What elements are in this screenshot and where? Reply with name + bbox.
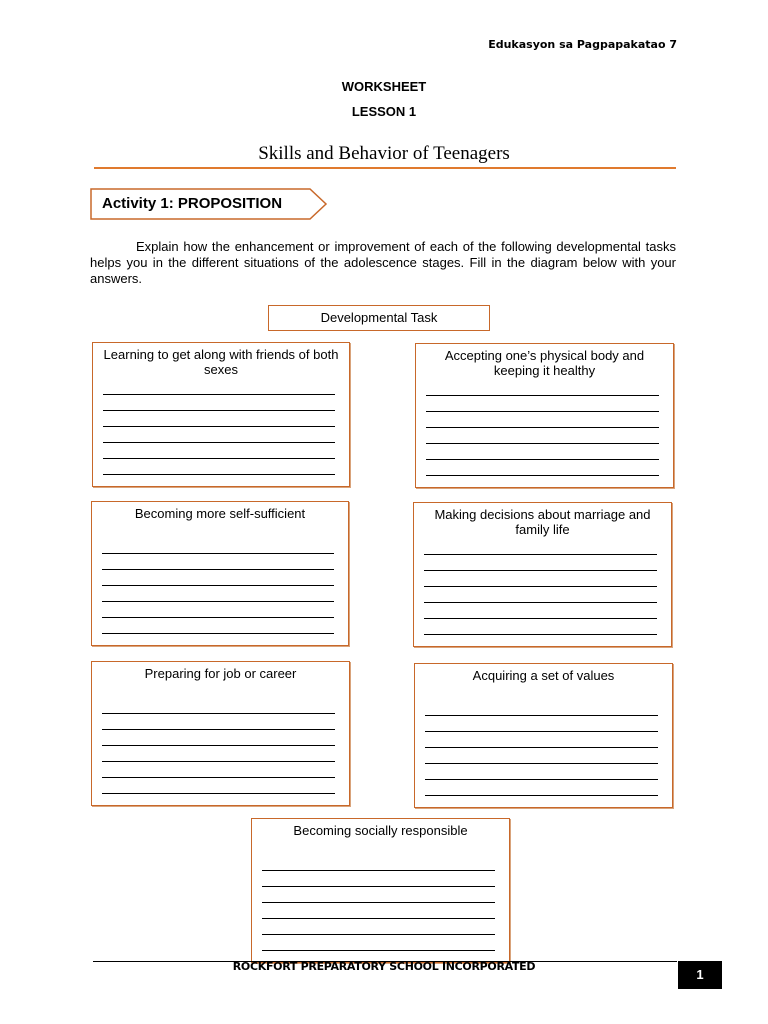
task-label: Becoming socially responsible bbox=[293, 823, 468, 838]
page-number: 1 bbox=[678, 961, 722, 989]
task-box-socially-responsible bbox=[251, 818, 510, 963]
answer-line[interactable] bbox=[424, 587, 657, 603]
answer-line[interactable] bbox=[262, 903, 495, 919]
subject-header: Edukasyon sa Pagpapakatao 7 bbox=[488, 38, 677, 51]
activity-banner bbox=[90, 188, 310, 218]
worksheet-label: WORKSHEET bbox=[341, 79, 427, 94]
answer-line[interactable] bbox=[102, 586, 334, 602]
instructions-text: Explain how the enhancement or improvement of each of the following developmental tasks helps you in the different situations of the adolescence stages. Fill in the diagram below with your answers. bbox=[90, 239, 676, 286]
task-label: Making decisions about marriage and family life bbox=[434, 507, 651, 537]
answer-line[interactable] bbox=[425, 780, 658, 796]
task-label: Accepting one’s physical body and keeping it healthy bbox=[444, 348, 645, 378]
developmental-task-box: Developmental Task bbox=[268, 305, 490, 331]
answer-line[interactable] bbox=[102, 762, 335, 778]
task-box-marriage bbox=[413, 502, 672, 647]
answer-line[interactable] bbox=[102, 570, 334, 586]
answer-line[interactable] bbox=[103, 379, 335, 395]
answer-line[interactable] bbox=[102, 778, 335, 794]
answer-line[interactable] bbox=[103, 395, 335, 411]
answer-line[interactable] bbox=[102, 618, 334, 634]
answer-line[interactable] bbox=[102, 730, 335, 746]
answer-line[interactable] bbox=[424, 539, 657, 555]
task-box-physical-body bbox=[415, 343, 674, 488]
answer-line[interactable] bbox=[426, 396, 659, 412]
answer-line[interactable] bbox=[425, 748, 658, 764]
answer-line[interactable] bbox=[425, 732, 658, 748]
task-box-self-sufficient bbox=[91, 501, 349, 646]
answer-line[interactable] bbox=[103, 427, 335, 443]
answer-line[interactable] bbox=[424, 603, 657, 619]
lesson-title: Skills and Behavior of Teenagers bbox=[258, 143, 510, 164]
school-name: ROCKFORT PREPARATORY SCHOOL INCORPORATED bbox=[232, 960, 536, 973]
lesson-label: LESSON 1 bbox=[351, 104, 417, 119]
task-label: Acquiring a set of values bbox=[472, 668, 615, 683]
answer-line[interactable] bbox=[425, 700, 658, 716]
answer-line[interactable] bbox=[102, 602, 334, 618]
answer-line[interactable] bbox=[426, 380, 659, 396]
answer-line[interactable] bbox=[262, 855, 495, 871]
answer-line[interactable] bbox=[103, 459, 335, 475]
answer-line[interactable] bbox=[102, 698, 335, 714]
answer-line[interactable] bbox=[262, 919, 495, 935]
answer-line[interactable] bbox=[262, 887, 495, 903]
answer-line[interactable] bbox=[425, 764, 658, 780]
answer-line[interactable] bbox=[102, 554, 334, 570]
answer-line[interactable] bbox=[424, 571, 657, 587]
answer-line[interactable] bbox=[262, 871, 495, 887]
task-label: Becoming more self-sufficient bbox=[134, 506, 306, 521]
task-box-friends bbox=[92, 342, 350, 487]
answer-line[interactable] bbox=[426, 444, 659, 460]
answer-line[interactable] bbox=[103, 443, 335, 459]
answer-line[interactable] bbox=[424, 619, 657, 635]
task-label: Learning to get along with friends of both sexes bbox=[103, 347, 339, 377]
answer-line[interactable] bbox=[425, 716, 658, 732]
title-divider bbox=[94, 167, 676, 169]
answer-line[interactable] bbox=[424, 555, 657, 571]
answer-line[interactable] bbox=[426, 460, 659, 476]
answer-line[interactable] bbox=[102, 538, 334, 554]
answer-line[interactable] bbox=[102, 746, 335, 762]
answer-line[interactable] bbox=[103, 411, 335, 427]
task-label: Preparing for job or career bbox=[144, 666, 297, 681]
task-box-values bbox=[414, 663, 673, 808]
answer-line[interactable] bbox=[262, 935, 495, 951]
answer-line[interactable] bbox=[426, 412, 659, 428]
task-box-career bbox=[91, 661, 350, 806]
activity-title: Activity 1: PROPOSITION bbox=[102, 195, 283, 212]
answer-line[interactable] bbox=[426, 428, 659, 444]
answer-line[interactable] bbox=[102, 714, 335, 730]
